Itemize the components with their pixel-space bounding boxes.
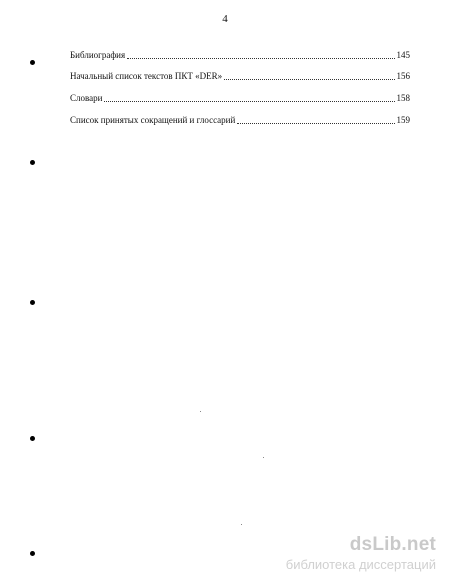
scan-speck	[241, 524, 242, 525]
watermark-logo: dsLib.net	[349, 534, 436, 555]
toc-entry	[70, 38, 410, 60]
binder-hole-mark	[30, 551, 35, 556]
toc-entry-title: Начальный список текстов ПКТ «DER»	[70, 71, 223, 82]
watermark-tagline: библиотека диссертаций	[285, 557, 436, 572]
binder-hole-mark	[30, 436, 35, 441]
toc-dot-leader	[224, 79, 394, 80]
toc-entry	[70, 81, 410, 103]
toc-dot-leader	[127, 58, 394, 59]
scan-speck	[263, 457, 264, 458]
toc-entry-title: Библиография	[70, 49, 126, 60]
toc-entry	[70, 103, 410, 125]
toc-entry-title: Список принятых сокращений и глоссарий	[70, 114, 236, 125]
toc-entry-page: 158	[396, 93, 410, 104]
page-number: 4	[222, 13, 228, 25]
binder-hole-mark	[30, 300, 35, 305]
binder-hole-mark	[30, 160, 35, 165]
toc-entry-page: 159	[396, 114, 410, 125]
scan-speck	[200, 411, 201, 412]
toc-dot-leader	[237, 123, 394, 124]
toc-entry	[70, 60, 410, 82]
binder-hole-mark	[30, 60, 35, 65]
toc-dot-leader	[104, 101, 394, 102]
toc-entry-title: Словари	[70, 93, 103, 104]
toc-entry-page: 145	[396, 49, 410, 60]
table-of-contents	[70, 38, 410, 125]
toc-entry-page: 156	[396, 71, 410, 82]
